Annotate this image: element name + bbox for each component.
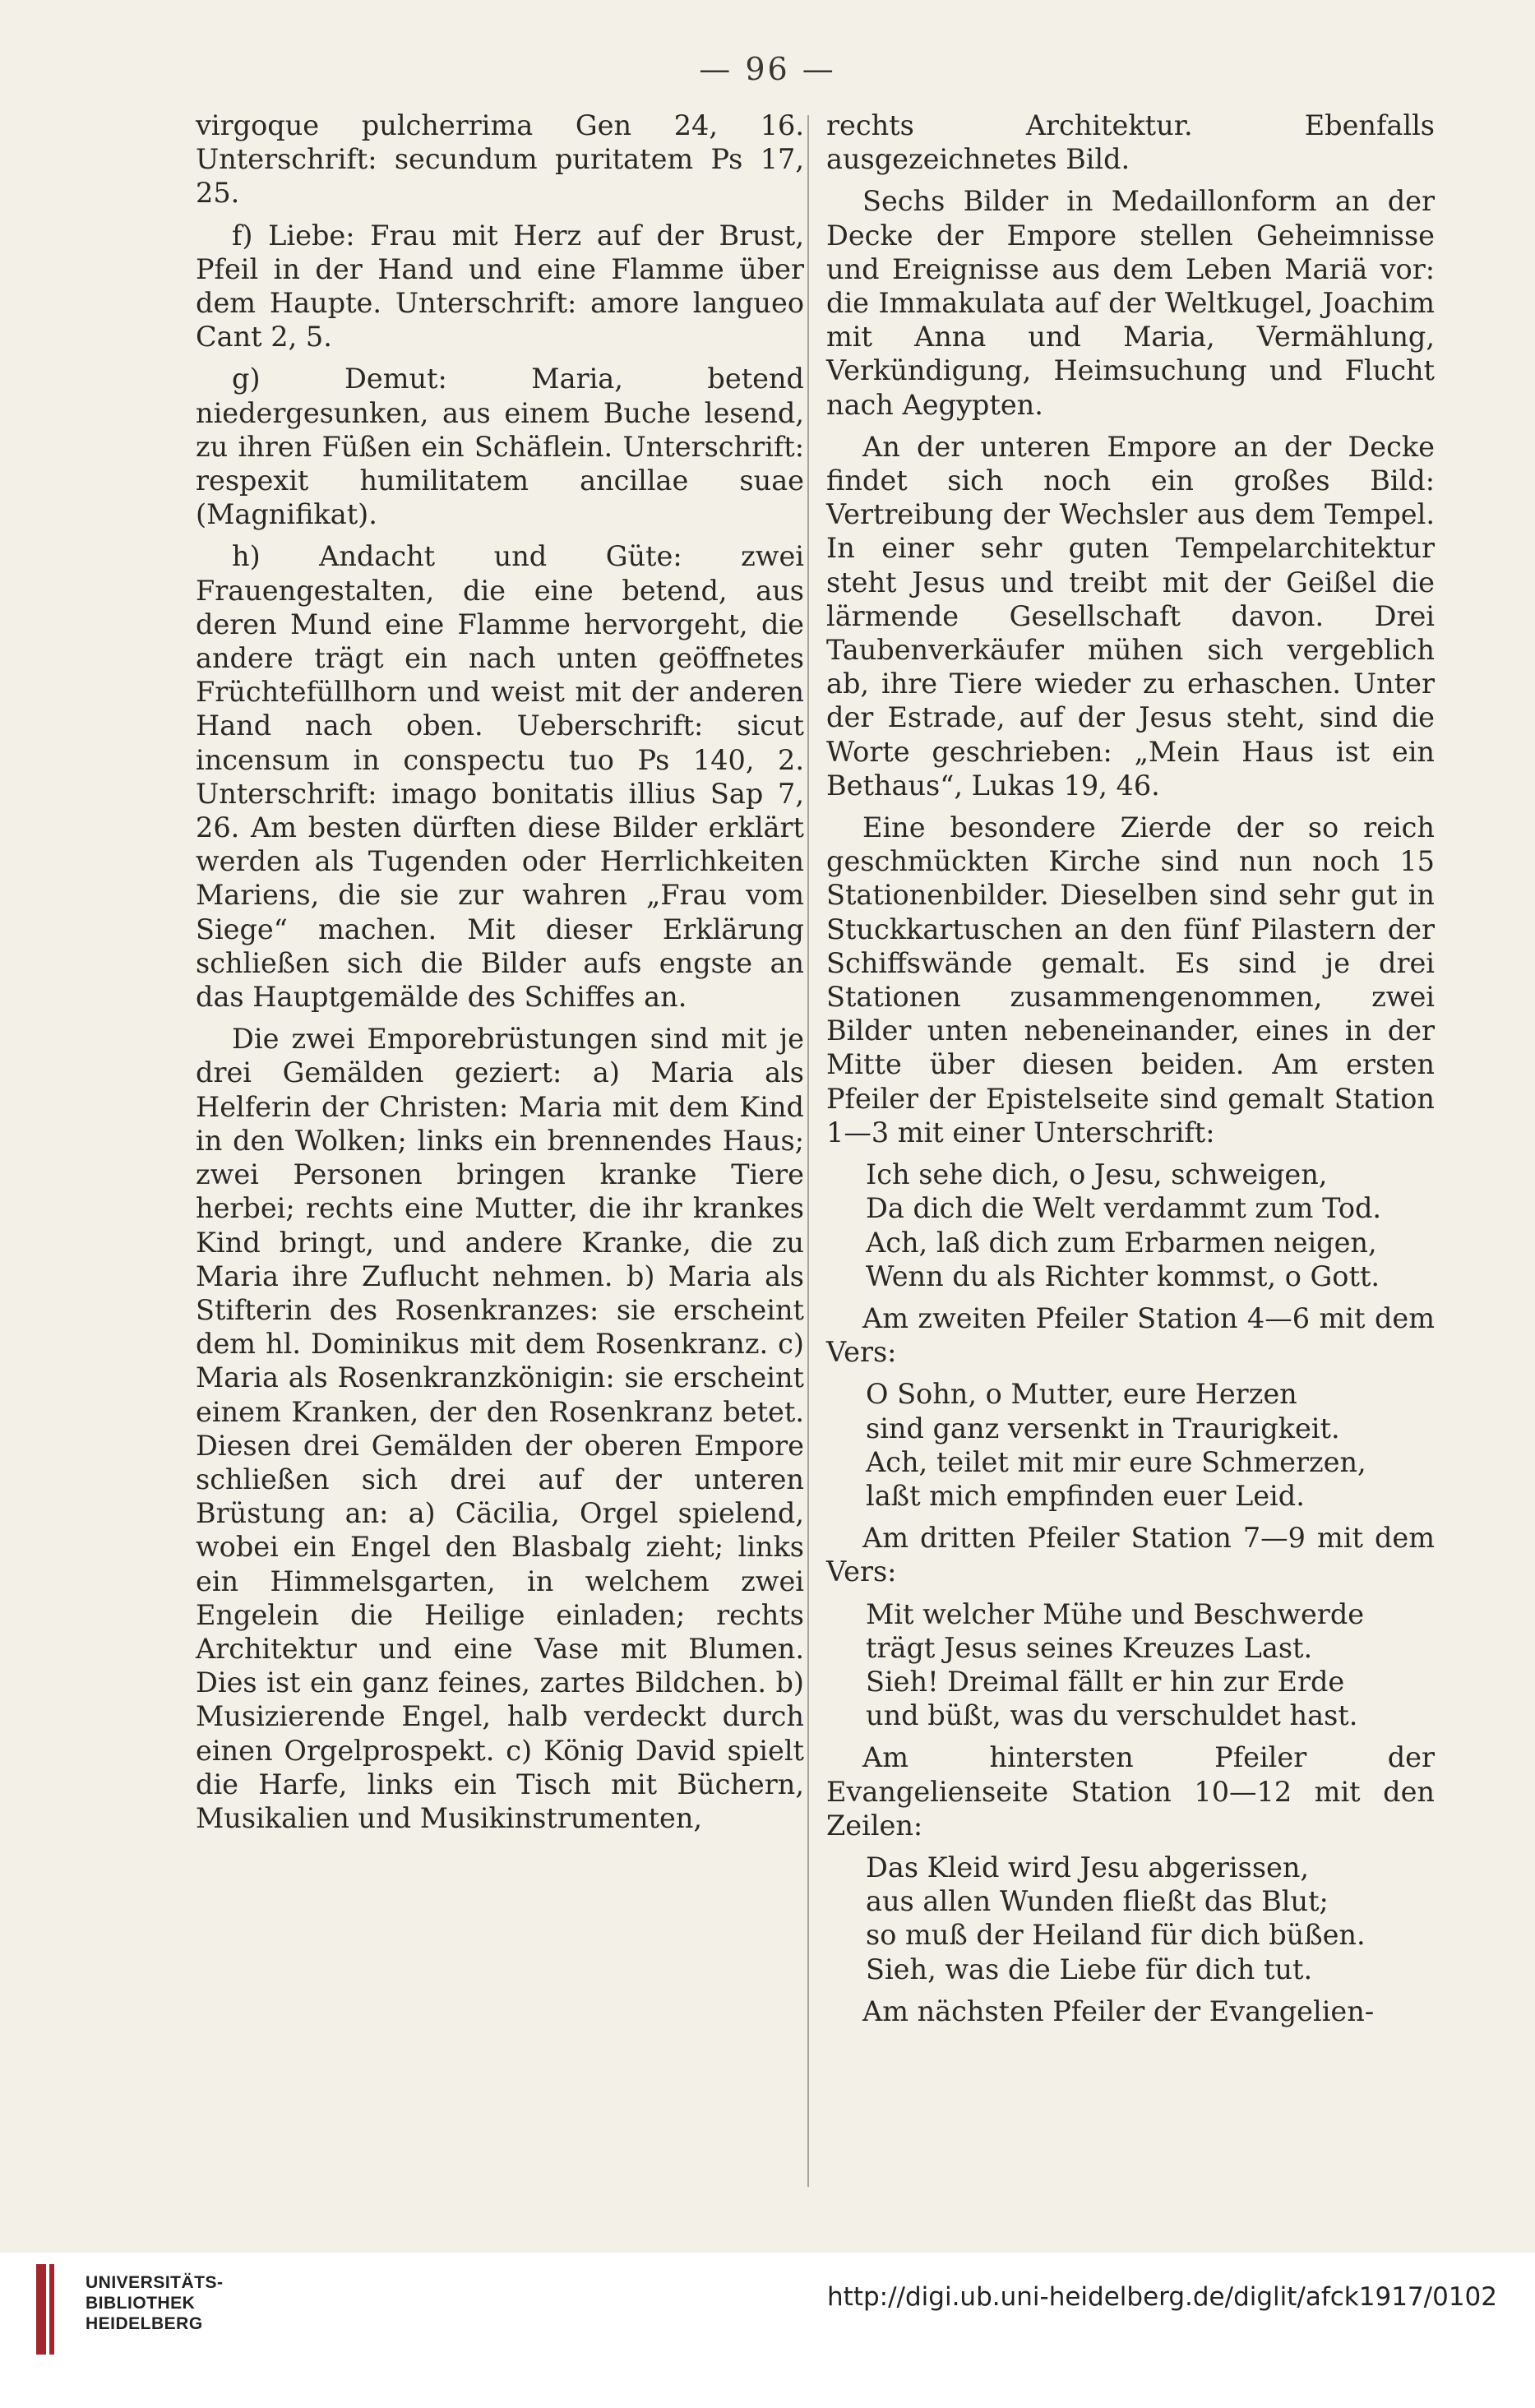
verse-line: Ach, teilet mit mir eure Schmerzen, xyxy=(866,1445,1366,1478)
verse-line: O Sohn, o Mutter, eure Herzen xyxy=(866,1378,1297,1411)
right-column xyxy=(826,109,1435,2036)
text-paragraph: Am hintersten Pfeiler der Evangelienseite Station 10—12 mit den Zeilen: xyxy=(826,1741,1435,1842)
verse-line: Sieh, was die Liebe für dich tut. xyxy=(866,1953,1313,1985)
text-paragraph: An der unteren Empore an der Decke findet sich noch ein großes Bild: Vertreibung der Wechsler aus dem Tempel. In einer sehr guten Tempelarchitektur steht Jesus und treibt mit der Geißel die lärmende Gesellschaft davon. Drei Taubenverkäufer mühen sich vergeblich ab, ihre Tiere wieder zu erhaschen. Unter der Estrade, auf der Jesus steht, sind die Worte geschrieben: „Mein Haus ist ein Bethaus“, Lukas 19, 46. xyxy=(826,430,1435,802)
left-column xyxy=(196,109,804,1843)
page-number: — 96 — xyxy=(699,51,836,87)
text-paragraph: h) Andacht und Güte: zwei Frauengestalten, die eine betend, aus deren Mund eine Flamme hervorgeht, die andere trägt ein nach unten geöffnetes Früchtefüllhorn und weist mit der anderen Hand nach oben. Ueberschrift: sicut incensum in conspectu tuo Ps 140, 2. Unterschrift: imago bonitatis illius Sap 7, 26. Am besten dürften diese Bilder erklärt werden als Tugenden oder Herrlichkeiten Mariens, die sie zur wahren „Frau vom Siege“ machen. Mit dieser Erklärung schließen sich die Bilder aufs engste an das Hauptgemälde des Schiffes an. xyxy=(196,540,804,1014)
text-paragraph: Am nächsten Pfeiler der Evangelien- xyxy=(862,1994,1375,2027)
library-line: BIBLIOTHEK xyxy=(86,2294,196,2313)
verse-line: aus allen Wunden fließt das Blut; xyxy=(866,1885,1329,1918)
verse-line: Ach, laß dich zum Erbarmen neigen, xyxy=(866,1226,1377,1259)
verse-line: trägt Jesus seines Kreuzes Last. xyxy=(866,1631,1313,1664)
text-paragraph: Am zweiten Pfeiler Station 4—6 mit dem Vers: xyxy=(826,1301,1435,1369)
text-paragraph: g) Demut: Maria, betend niedergesunken, aus einem Buche lesend, zu ihren Füßen ein Schäflein. Unterschrift: respexit humilitatem ancillae suae (Magnifikat). xyxy=(196,363,804,531)
university-seal-icon xyxy=(36,2264,71,2355)
library-name xyxy=(86,2272,224,2334)
text-paragraph: Am dritten Pfeiler Station 7—9 mit dem Vers: xyxy=(826,1522,1435,1588)
verse-line: so muß der Heiland für dich büßen. xyxy=(866,1919,1366,1952)
verse-line: Ich sehe dich, o Jesu, schweigen, xyxy=(866,1158,1328,1191)
verse-line: Da dich die Welt verdammt zum Tod. xyxy=(866,1192,1382,1225)
text-paragraph: rechts Architektur. Ebenfalls ausgezeichnetes Bild. xyxy=(826,109,1435,176)
text-paragraph: Eine besondere Zierde der so reich geschmückten Kirche sind nun noch 15 Stationenbilder. Dieselben sind sehr gut in Stuckkartuschen an den fünf Pilastern der Schiffswände gemalt. Es sind je drei Stationen zusammengenommen, zwei Bilder unten nebeneinander, eines in der Mitte über diesen beiden. Am ersten Pfeiler der Epistelseite sind gemalt Station 1—3 mit einer Unterschrift: xyxy=(826,811,1435,1149)
text-paragraph: f) Liebe: Frau mit Herz auf der Brust, Pfeil in der Hand und eine Flamme über dem Haupte. Unterschrift: amore langueo Cant 2, 5. xyxy=(196,219,804,354)
source-url-link[interactable]: http://digi.ub.uni-heidelberg.de/diglit/afck1917/0102 xyxy=(827,2282,1497,2312)
verse-line: Sieh! Dreimal fällt er hin zur Erde xyxy=(866,1665,1345,1698)
footer-bar xyxy=(0,2253,1535,2408)
column-divider xyxy=(807,115,809,2187)
library-line: UNIVERSITÄTS- xyxy=(86,2273,224,2292)
verse-line: Mit welcher Mühe und Beschwerde xyxy=(866,1597,1365,1630)
text-paragraph: Sechs Bilder in Medaillonform an der Decke der Empore stellen Geheimnisse und Ereignisse aus dem Leben Mariä vor: die Immakulata auf der Weltkugel, Joachim mit Anna und Maria, Vermählung, Verkündigung, Heimsuchung und Flucht nach Aegypten. xyxy=(826,185,1435,421)
verse-line: sind ganz versenkt in Traurigkeit. xyxy=(866,1412,1340,1444)
verse-line: Das Kleid wird Jesu abgerissen, xyxy=(866,1851,1310,1883)
verse-line: Wenn du als Richter kommst, o Gott. xyxy=(866,1259,1380,1292)
verse-line: laßt mich empfinden euer Leid. xyxy=(866,1479,1305,1512)
verse-line: und büßt, was du verschuldet hast. xyxy=(866,1699,1358,1732)
library-line: HEIDELBERG xyxy=(86,2314,203,2333)
text-paragraph: Die zwei Emporebrüstungen sind mit je drei Gemälden geziert: a) Maria als Helferin der Christen: Maria mit dem Kind in den Wolken; links ein brennendes Haus; zwei Personen bringen kranke Tiere herbei; rechts eine Mutter, die ihr krankes Kind bringt, und andere Kranke, die zu Maria ihre Zuflucht nehmen. b) Maria als Stifterin des Rosenkranzes: sie erscheint dem hl. Dominikus mit dem Rosenkranz. c) Maria als Rosenkranzkönigin: sie erscheint einem Kranken, der den Rosenkranz betet. Diesen drei Gemälden der oberen Empore schließen sich drei auf der unteren Brüstung an: a) Cäcilia, Orgel spielend, wobei ein Engel den Blasbalg zieht; links ein Himmelsgarten, in welchem zwei Engelein die Heilige einladen; rechts Architektur und eine Vase mit Blumen. Dies ist ein ganz feines, zartes Bildchen. b) Musizierende Engel, halb verdeckt durch einen Orgelprospekt. c) König David spielt die Harfe, links ein Tisch mit Büchern, Musikalien und Musikinstrumenten, xyxy=(196,1023,804,1834)
text-paragraph: virgoque pulcherrima Gen 24, 16. Unterschrift: secundum puritatem Ps 17, 25. xyxy=(196,109,804,210)
